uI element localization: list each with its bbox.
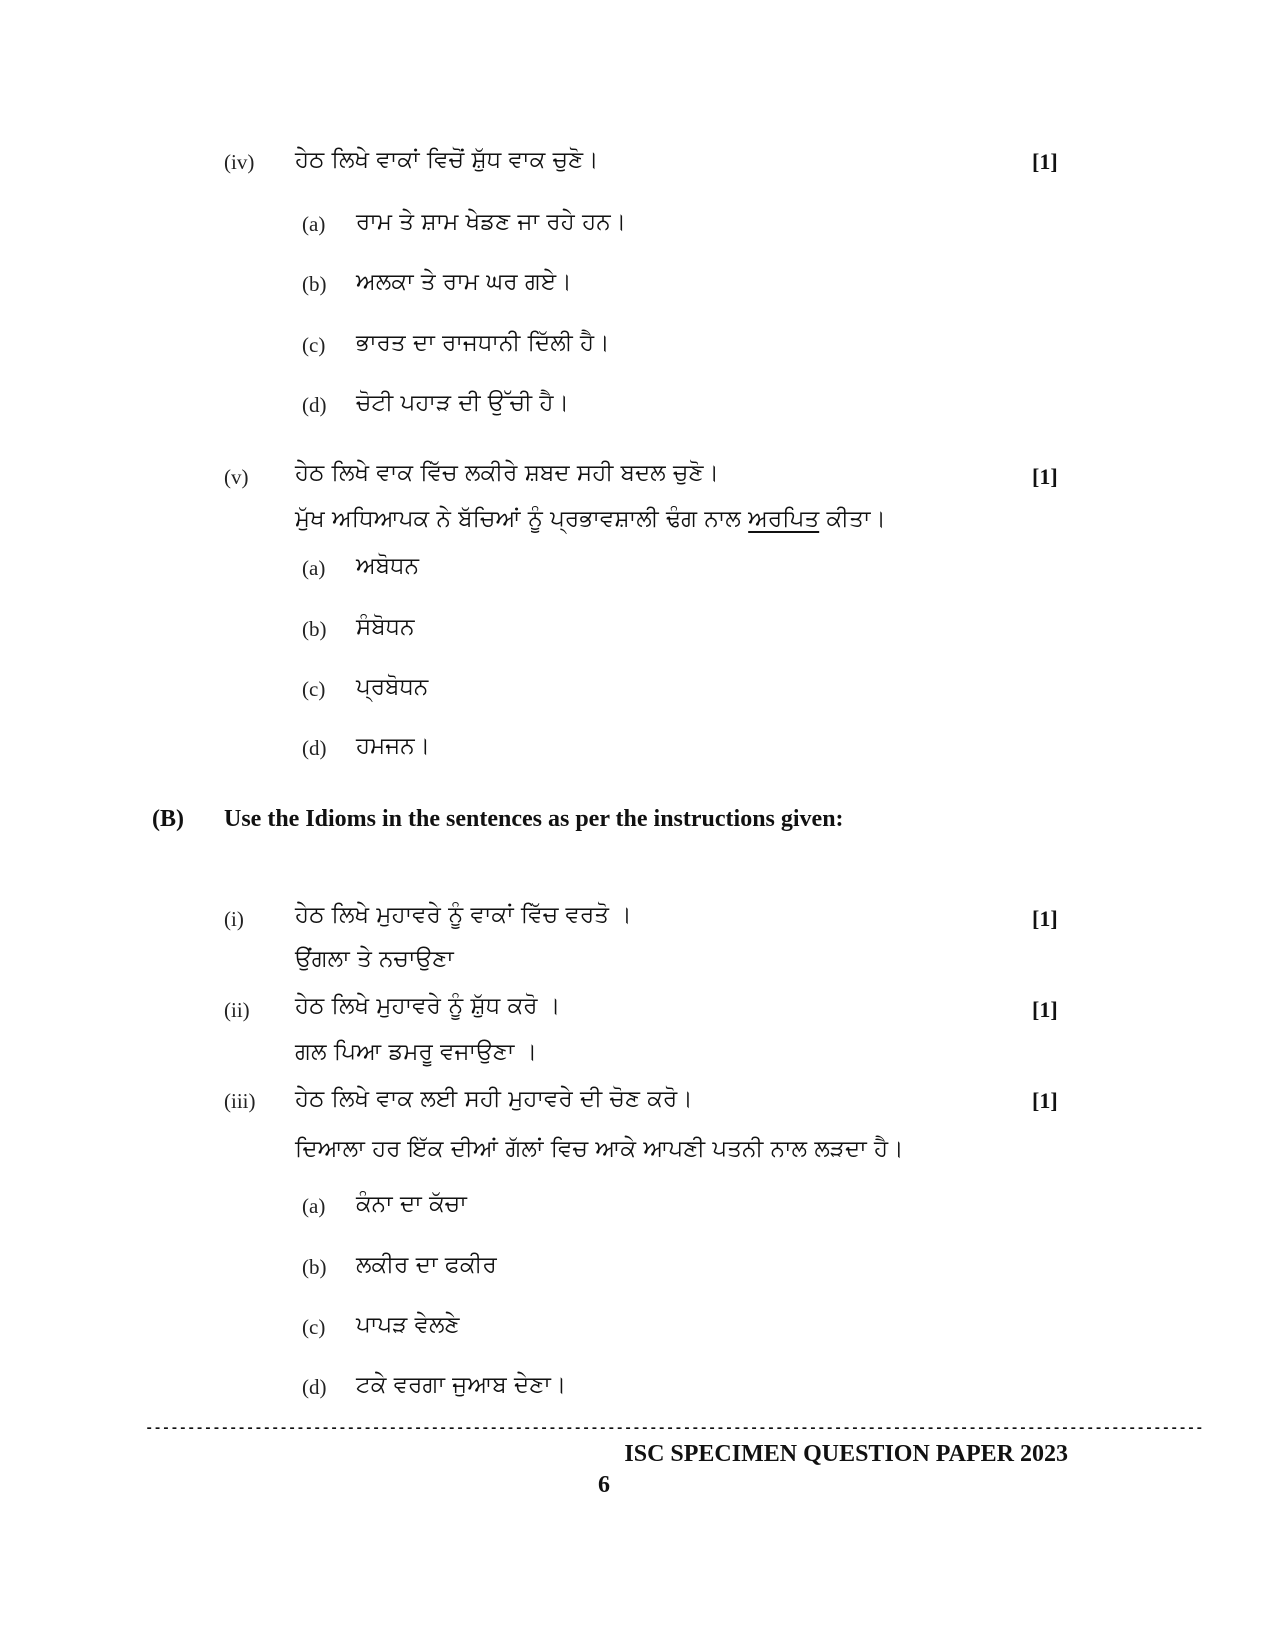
question-text: ਹੇਠ ਲਿਖੇ ਵਾਕ ਵਿੱਚ ਲਕੀਰੇ ਸ਼ਬਦ ਸਹੀ ਬਦਲ ਚੁਣੋ। bbox=[295, 460, 720, 486]
option-text: ਹਮਜਨ। bbox=[356, 733, 431, 759]
option-text: ਅਬੋਧਨ bbox=[356, 553, 419, 579]
option-label: (b) bbox=[302, 617, 327, 641]
question-sentence bbox=[295, 504, 886, 534]
section-label: (B) bbox=[152, 806, 184, 832]
page-number: 6 bbox=[598, 1472, 610, 1498]
option-text: ਪਾਪੜ ਵੇਲਣੇ bbox=[356, 1312, 460, 1338]
option-label: (c) bbox=[302, 677, 326, 701]
option-label: (d) bbox=[302, 393, 327, 417]
question-text: ਹੇਠ ਲਿਖੇ ਵਾਕ ਲਈ ਸਹੀ ਮੁਹਾਵਰੇ ਦੀ ਚੋਣ ਕਰੋ। bbox=[295, 1086, 693, 1112]
option-text: ਕੰਨਾ ਦਾ ਕੱਚਾ bbox=[356, 1191, 467, 1217]
option-text: ਸੰਬੋਧਨ bbox=[356, 614, 415, 640]
idiom-text: ਉਂਗਲਾ ਤੇ ਨਚਾਉਣਾ bbox=[295, 946, 454, 972]
question-text: ਹੇਠ ਲਿਖੇ ਵਾਕਾਂ ਵਿਚੋਂ ਸ਼ੁੱਧ ਵਾਕ ਚੁਣੋ। bbox=[295, 147, 599, 173]
footer-divider: ------------------------------------------------------------------------------------------------------------------------------ bbox=[145, 1421, 1204, 1437]
question-number: (ii) bbox=[224, 998, 250, 1022]
option-label: (d) bbox=[302, 1375, 327, 1399]
option-label: (a) bbox=[302, 212, 326, 236]
question-sentence: ਦਿਆਲਾ ਹਰ ਇੱਕ ਦੀਆਂ ਗੱਲਾਂ ਵਿਚ ਆਕੇ ਆਪਣੀ ਪਤਨੀ ਨਾਲ ਲੜਦਾ ਹੈ। bbox=[295, 1136, 904, 1162]
question-text: ਹੇਠ ਲਿਖੇ ਮੁਹਾਵਰੇ ਨੂੰ ਵਾਕਾਂ ਵਿੱਚ ਵਰਤੋ । bbox=[295, 902, 632, 928]
marks: [1] bbox=[1032, 1088, 1058, 1113]
option-text: ਪ੍ਰਬੋਧਨ bbox=[356, 674, 429, 700]
question-number: (i) bbox=[224, 907, 244, 931]
marks: [1] bbox=[1032, 906, 1058, 931]
marks: [1] bbox=[1032, 997, 1058, 1022]
option-label: (c) bbox=[302, 1315, 326, 1339]
option-text: ਚੋਟੀ ਪਹਾੜ ਦੀ ਉੱਚੀ ਹੈ। bbox=[356, 390, 569, 416]
option-label: (b) bbox=[302, 1255, 327, 1279]
marks: [1] bbox=[1032, 149, 1058, 174]
option-label: (a) bbox=[302, 556, 326, 580]
option-label: (c) bbox=[302, 333, 326, 357]
option-label: (d) bbox=[302, 736, 327, 760]
option-text: ਟਕੇ ਵਰਗਾ ਜੁਆਬ ਦੇਣਾ। bbox=[356, 1372, 567, 1398]
option-label: (b) bbox=[302, 272, 327, 296]
option-text: ਅਲਕਾ ਤੇ ਰਾਮ ਘਰ ਗਏ। bbox=[356, 269, 572, 295]
option-label: (a) bbox=[302, 1194, 326, 1218]
marks: [1] bbox=[1032, 464, 1058, 489]
footer-title: ISC SPECIMEN QUESTION PAPER 2023 bbox=[624, 1441, 1068, 1467]
option-text: ਭਾਰਤ ਦਾ ਰਾਜਧਾਨੀ ਦਿੱਲੀ ਹੈ। bbox=[356, 330, 610, 356]
question-text: ਹੇਠ ਲਿਖੇ ਮੁਹਾਵਰੇ ਨੂੰ ਸ਼ੁੱਧ ਕਰੋ । bbox=[295, 993, 561, 1019]
option-text: ਲਕੀਰ ਦਾ ਫਕੀਰ bbox=[356, 1252, 497, 1278]
sentence-text: ਕੀਤਾ। bbox=[819, 506, 886, 532]
question-number: (v) bbox=[224, 465, 249, 489]
question-number: (iii) bbox=[224, 1089, 256, 1113]
section-heading: Use the Idioms in the sentences as per the instructions given: bbox=[224, 806, 844, 832]
sentence-text: ਮੁੱਖ ਅਧਿਆਪਕ ਨੇ ਬੱਚਿਆਂ ਨੂੰ ਪ੍ਰਭਾਵਸ਼ਾਲੀ ਢੰਗ ਨਾਲ bbox=[295, 506, 749, 532]
question-number: (iv) bbox=[224, 150, 255, 174]
underlined-word: ਅਰਪਿਤ bbox=[748, 506, 820, 532]
option-text: ਰਾਮ ਤੇ ਸ਼ਾਮ ਖੇਡਣ ਜਾ ਰਹੇ ਹਨ। bbox=[356, 209, 627, 235]
idiom-text: ਗਲ ਪਿਆ ਡਮਰੂ ਵਜਾਉਣਾ । bbox=[295, 1039, 538, 1065]
